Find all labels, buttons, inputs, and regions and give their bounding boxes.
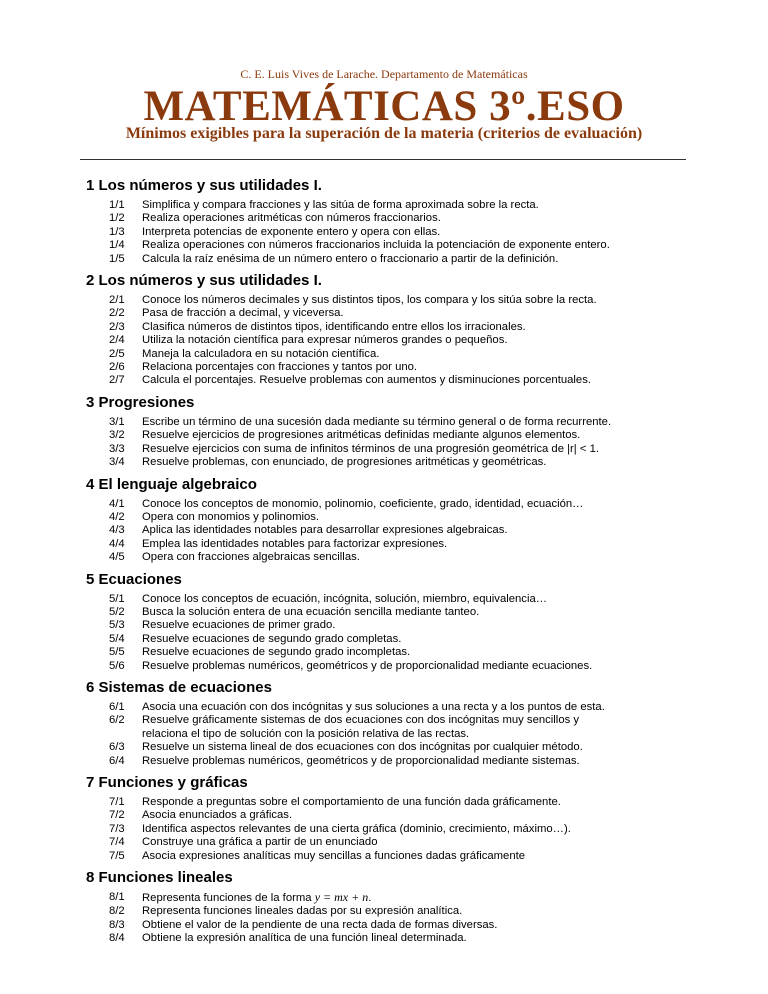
criterion-formula: y = mx + n (314, 890, 369, 905)
criterion-text-main: Clasifica números de distintos tipos, identificando entre ellos los irracionales. (142, 320, 526, 333)
criterion-number: 3/4 (109, 456, 125, 469)
criterion-item (80, 836, 690, 849)
criterion-text (142, 593, 690, 606)
criterion-text-main: Utiliza la notación científica para expresar números grandes o pequeños. (142, 334, 508, 347)
criterion-number: 8/4 (109, 932, 125, 945)
criterion-text-main: Asocia una ecuación con dos incógnitas y sus soluciones a una recta y a los puntos de esta. (142, 700, 605, 713)
criterion-text-main: Resuelve ecuaciones de primer grado. (142, 619, 336, 632)
criterion-text-main: Calcula el porcentajes. Resuelve problemas con aumentos y disminuciones porcentuales. (142, 374, 591, 387)
criterion-text-main: Realiza operaciones aritméticas con números fraccionarios. (142, 212, 441, 225)
criterion-number: 7/1 (109, 796, 125, 808)
criterion-number: 5/5 (109, 646, 125, 659)
criterion-number: 3/3 (109, 442, 125, 455)
criterion-item (80, 321, 690, 334)
criterion-text-main: Asocia enunciados a gráficas. (142, 809, 293, 822)
criterion-text-main: Resuelve ecuaciones de segundo grado completas. (142, 632, 402, 645)
section-items (80, 498, 690, 565)
criterion-text-main: Resuelve ecuaciones de segundo grado incompletas. (142, 646, 411, 659)
criterion-text (142, 741, 690, 754)
criterion-text (142, 253, 690, 266)
section-title: 4 El lenguaje algebraico (86, 475, 257, 493)
criterion-text-end: . (368, 892, 372, 905)
criterion-number: 7/3 (109, 822, 125, 835)
criterion-text (142, 606, 690, 619)
criterion-text-main: Representa funciones de la forma (142, 892, 312, 905)
criterion-item (80, 226, 690, 239)
criteria-list (80, 171, 690, 948)
document-title: MATEMÁTICAS 3º.ESO (143, 83, 625, 130)
criterion-text-main: Interpreta potencias de exponente entero y opera con ellas. (142, 225, 441, 238)
criterion-text (142, 660, 690, 673)
criterion-text (142, 239, 690, 252)
criterion-number: 7/4 (109, 836, 125, 849)
criterion-item (80, 538, 690, 551)
criterion-item (80, 239, 690, 252)
section-title: 6 Sistemas de ecuaciones (86, 678, 272, 696)
criterion-text-main: Resuelve gráficamente sistemas de dos ecuaciones con dos incógnitas muy sencillos y (142, 714, 580, 727)
criterion-text-main: Opera con fracciones algebraicas sencillas. (142, 551, 360, 564)
criterion-number: 2/6 (109, 361, 125, 374)
criterion-number: 4/1 (109, 497, 125, 510)
criterion-item (80, 498, 690, 511)
criterion-item (80, 741, 690, 754)
section-title: 3 Progresiones (86, 393, 195, 411)
criterion-text-main: Maneja la calculadora en su notación científica. (142, 347, 380, 360)
criterion-text-main: Busca la solución entera de una ecuación sencilla mediante tanteo. (142, 605, 480, 618)
criterion-item (80, 429, 690, 442)
school-header: C. E. Luis Vives de Larache. Departamento de Matemáticas (240, 67, 528, 81)
criterion-item (80, 932, 690, 945)
section-title: 1 Los números y sus utilidades I. (86, 177, 322, 194)
criterion-text-main: Obtiene la expresión analítica de una función lineal determinada. (142, 932, 467, 945)
criterion-number: 2/4 (109, 334, 125, 347)
criterion-item (80, 633, 690, 646)
section-title: 7 Funciones y gráficas (86, 774, 248, 791)
document-subtitle: Mínimos exigibles para la superación de la materia (criterios de evaluación) (125, 125, 643, 142)
criterion-item (80, 374, 690, 387)
criterion-number: 2/2 (109, 307, 125, 320)
criterion-text (142, 456, 690, 469)
criterion-number (80, 728, 142, 741)
criterion-number: 5/3 (109, 619, 125, 632)
section-title: 2 Los números y sus utilidades I. (86, 272, 322, 290)
header-divider (80, 159, 686, 160)
criterion-text (142, 823, 690, 836)
criterion-text (142, 226, 690, 239)
criterion-number: 1/5 (109, 252, 125, 265)
criterion-text (142, 294, 690, 307)
criterion-number: 4/5 (109, 551, 125, 564)
section-items (80, 593, 690, 673)
criterion-item (80, 361, 690, 374)
criterion-item (80, 511, 690, 524)
criterion-text (142, 714, 690, 727)
criterion-number: 2/1 (109, 294, 125, 307)
criterion-number: 5/2 (109, 605, 125, 618)
criterion-item (80, 755, 690, 768)
criterion-number: 5/6 (109, 659, 125, 672)
criterion-text (142, 307, 690, 320)
criterion-number: 3/2 (109, 429, 125, 442)
criterion-item (80, 443, 690, 456)
criterion-text (142, 321, 690, 334)
criterion-text-main: Conoce los conceptos de ecuación, incógnita, solución, miembro, equivalencia… (142, 592, 548, 605)
criterion-text-main: Aplica las identidades notables para desarrollar expresiones algebraicas. (142, 524, 508, 537)
criterion-item (80, 334, 690, 347)
criterion-text-main: relaciona el tipo de solución con la posición relativa de las rectas. (142, 727, 470, 740)
criterion-item (80, 660, 690, 673)
criterion-number: 4/2 (109, 510, 125, 523)
section-title: 8 Funciones lineales (86, 869, 233, 887)
criterion-number: 7/5 (109, 849, 125, 862)
criterion-text-main: Relaciona porcentajes con fracciones y tantos por uno. (142, 361, 418, 374)
criterion-item (80, 524, 690, 537)
criterion-text (142, 728, 690, 741)
criterion-number: 1/2 (109, 212, 125, 225)
criterion-number: 6/2 (109, 714, 125, 727)
criterion-number: 8/1 (109, 891, 125, 904)
criterion-item (80, 416, 690, 429)
criterion-number: 2/5 (109, 347, 125, 360)
criterion-text-main: Simplifica y compara fracciones y las sitúa de forma aproximada sobre la recta. (142, 199, 539, 211)
criterion-text (142, 919, 690, 932)
criterion-text-main: Responde a preguntas sobre el comportamiento de una función dada gráficamente. (142, 796, 561, 808)
criterion-text-main: Resuelve un sistema lineal de dos ecuaciones con dos incógnitas por cualquier método. (142, 741, 583, 754)
criterion-item (80, 728, 690, 741)
criterion-number: 1/1 (109, 199, 125, 211)
criterion-text-main: Resuelve ejercicios de progresiones aritméticas definidas mediante algunos elementos. (142, 429, 581, 442)
criterion-text-main: Asocia expresiones analíticas muy sencillas a funciones dadas gráficamente (142, 849, 526, 862)
criterion-item (80, 891, 690, 905)
criterion-text (142, 361, 690, 374)
criterion-text-main: Obtiene el valor de la pendiente de una recta dada de formas diversas. (142, 918, 498, 931)
criterion-text-main: Identifica aspectos relevantes de una cierta gráfica (dominio, crecimiento, máximo…). (142, 822, 571, 835)
criterion-text (142, 429, 690, 442)
criterion-text-main: Escribe un término de una sucesión dada mediante su término general o de forma recurrente. (142, 415, 612, 428)
section-items (80, 701, 690, 768)
criterion-number: 6/3 (109, 741, 125, 754)
criterion-item (80, 823, 690, 836)
criterion-number: 5/1 (109, 592, 125, 605)
section-items (80, 199, 690, 266)
criterion-text (142, 511, 690, 524)
criterion-text (142, 796, 690, 809)
criterion-number: 4/3 (109, 524, 125, 537)
criterion-text-main: Resuelve problemas, con enunciado, de progresiones aritméticas y geométricas. (142, 456, 547, 469)
criterion-text (142, 374, 690, 387)
criterion-number: 3/1 (109, 415, 125, 428)
criterion-text-main: Realiza operaciones con números fraccionarios incluida la potenciación de exponente entero. (142, 239, 610, 252)
criterion-number: 6/4 (109, 754, 125, 767)
criterion-text-main: Construye una gráfica a partir de un enunciado (142, 836, 378, 849)
criterion-text (142, 498, 690, 511)
section-title: 5 Ecuaciones (86, 570, 182, 588)
criterion-text (142, 334, 690, 347)
criterion-text-main: Calcula la raíz enésima de un número entero o fraccionario a partir de la definición. (142, 252, 559, 265)
criterion-number: 2/7 (109, 374, 125, 387)
criterion-text (142, 538, 690, 551)
criterion-number: 5/4 (109, 632, 125, 645)
criterion-text-main: Opera con monomios y polinomios. (142, 510, 320, 523)
criterion-text-main: Emplea las identidades notables para factorizar expresiones. (142, 537, 448, 550)
section-items (80, 796, 690, 863)
criterion-number: 4/4 (109, 537, 125, 550)
criterion-item (80, 701, 690, 714)
criterion-item (80, 606, 690, 619)
criterion-text (142, 199, 690, 212)
criterion-number: 6/1 (109, 700, 125, 713)
criterion-text (142, 443, 690, 456)
criterion-text-main: Resuelve problemas numéricos, geométricos y de proporcionalidad mediante sistemas. (142, 754, 580, 767)
criterion-number: 2/3 (109, 320, 125, 333)
criterion-item (80, 199, 690, 212)
criterion-item (80, 619, 690, 632)
criterion-text (142, 891, 690, 905)
criterion-text (142, 524, 690, 537)
criterion-text (142, 850, 690, 863)
criterion-item (80, 307, 690, 320)
criterion-text (142, 416, 690, 429)
section-items (80, 416, 690, 470)
criterion-item (80, 809, 690, 822)
section-items (80, 294, 690, 388)
criterion-text-main: Resuelve problemas numéricos, geométricos y de proporcionalidad mediante ecuaciones. (142, 659, 593, 672)
criterion-text (142, 905, 690, 918)
criterion-text-main: Resuelve ejercicios con suma de infinitos términos de una progresión geométrica de |r| < 1. (142, 442, 600, 455)
criterion-item (80, 796, 690, 809)
criterion-text (142, 633, 690, 646)
criterion-item (80, 348, 690, 361)
criterion-text (142, 619, 690, 632)
criterion-item (80, 646, 690, 659)
criterion-text (142, 932, 690, 945)
criterion-item (80, 905, 690, 918)
criterion-text (142, 551, 690, 564)
criterion-item (80, 294, 690, 307)
criterion-number: 8/2 (109, 905, 125, 918)
criterion-text (142, 755, 690, 768)
criterion-item (80, 551, 690, 564)
criterion-text (142, 646, 690, 659)
criterion-item (80, 253, 690, 266)
criterion-text-main: Pasa de fracción a decimal, y viceversa. (142, 307, 344, 320)
criterion-text (142, 809, 690, 822)
criterion-item (80, 593, 690, 606)
criterion-number: 1/3 (109, 225, 125, 238)
section-items (80, 891, 690, 946)
criterion-number: 7/2 (109, 809, 125, 822)
criterion-number: 1/4 (109, 239, 125, 252)
criterion-item (80, 919, 690, 932)
criterion-text (142, 836, 690, 849)
criterion-text (142, 701, 690, 714)
criterion-text (142, 348, 690, 361)
criterion-text (142, 212, 690, 225)
criterion-text-main: Conoce los conceptos de monomio, polinomio, coeficiente, grado, identidad, ecuación… (142, 497, 584, 510)
criterion-item (80, 714, 690, 727)
criterion-item (80, 212, 690, 225)
criterion-text-main: Conoce los números decimales y sus distintos tipos, los compara y los sitúa sobre la recta. (142, 294, 597, 307)
criterion-number: 8/3 (109, 918, 125, 931)
criterion-text-main: Representa funciones lineales dadas por su expresión analítica. (142, 905, 463, 918)
criterion-item (80, 456, 690, 469)
criterion-item (80, 850, 690, 863)
